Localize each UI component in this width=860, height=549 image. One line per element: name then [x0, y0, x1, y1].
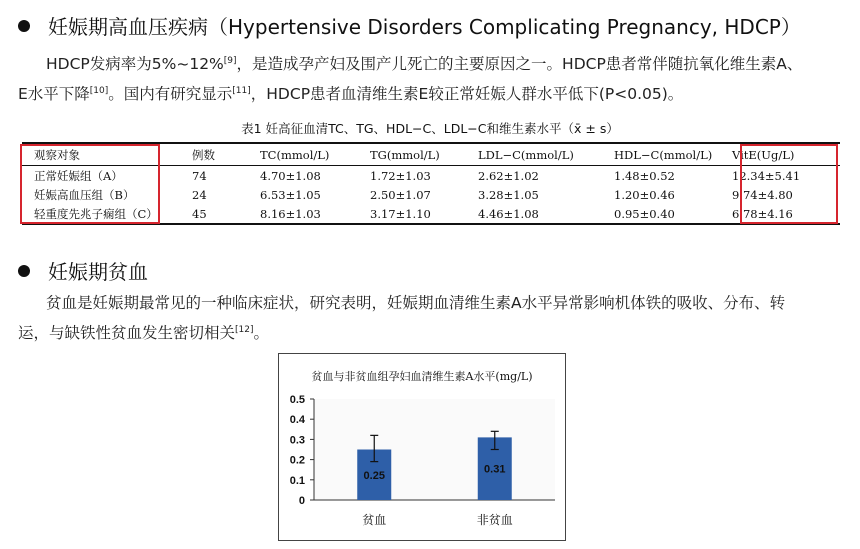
data-label: 0.31	[484, 463, 506, 476]
table-cell: 1.48±0.52	[614, 168, 675, 183]
bullet-icon	[18, 265, 30, 277]
y-tick-label: 0	[298, 495, 305, 507]
table-caption: 表1 妊高征血清TC、TG、HDL−C、LDL−C和维生素水平（x̄ ± s）	[241, 121, 619, 136]
table-cell: 2.50±1.07	[370, 187, 431, 202]
table-cell: 24	[192, 187, 207, 202]
table-cell: 74	[192, 168, 207, 183]
y-tick-label: 0.2	[289, 454, 305, 467]
table-cell: 1.20±0.46	[614, 187, 675, 202]
plot-area	[314, 399, 555, 500]
header-cell: TG(mmol/L)	[358, 143, 466, 166]
citation-ref: [9]	[223, 56, 237, 66]
citation-ref: [12]	[235, 325, 254, 335]
category-label: 非贫血	[476, 513, 513, 527]
paragraph-line	[18, 317, 854, 347]
data-table	[22, 142, 840, 225]
table-cell: 2.62±1.02	[478, 168, 539, 183]
table-cell: 4.46±1.08	[466, 204, 602, 224]
text-run: 。国内有研究显示	[108, 85, 233, 103]
chart-frame	[278, 353, 566, 541]
table-cell: 0.95±0.40	[602, 204, 720, 224]
text-run: ，HDCP患者血清维生素E较正常妊娠人群水平低下(P<0.05)。	[250, 85, 684, 103]
y-tick-label: 0.1	[289, 474, 305, 487]
table-cell: 妊娠高血压组（B）	[34, 187, 135, 202]
bullet-icon	[18, 20, 30, 32]
section-title: 妊娠期高血压疾病（Hypertensive Disorders Complicating Pregnancy, HDCP）	[48, 15, 801, 39]
table-row	[22, 185, 840, 204]
citation-ref: [11]	[232, 86, 251, 96]
text-run: HDCP发病率为5%~12%	[46, 55, 224, 73]
y-tick-label: 0.4	[289, 414, 305, 427]
section-title: 妊娠期贫血	[48, 260, 148, 284]
paragraph-line	[18, 78, 854, 108]
paragraph-line	[18, 48, 854, 78]
paragraph-anemia	[18, 290, 854, 347]
text-run: ，是造成孕产妇及围产儿死亡的主要原因之一。HDCP患者常伴随抗氧化维生素A、	[236, 55, 803, 73]
table-header-row	[22, 143, 840, 166]
table-cell: 8.16±1.03	[248, 204, 358, 224]
table-cell: 正常妊娠组（A）	[34, 168, 123, 183]
category-label: 贫血	[362, 513, 387, 527]
table-cell: 12.34±5.41	[732, 168, 801, 183]
table-cell: 9.74±4.80	[732, 187, 793, 202]
section-heading-hdcp	[18, 11, 801, 40]
text-run: 运，与缺铁性贫血发生密切相关	[18, 324, 236, 342]
table-cell: 6.78±4.16	[720, 204, 840, 224]
data-table-wrapper	[22, 142, 840, 225]
table-cell: 4.70±1.08	[260, 168, 321, 183]
text-run: 。	[253, 324, 270, 342]
table-cell: 45	[180, 204, 248, 224]
table-cell: 3.28±1.05	[478, 187, 539, 202]
y-tick-label: 0.5	[289, 394, 305, 406]
header-cell: VitE(Ug/L)	[720, 143, 840, 166]
header-cell: 观察对象	[22, 143, 180, 166]
header-cell: LDL−C(mmol/L)	[466, 143, 602, 166]
table-row	[22, 166, 840, 186]
header-cell: HDL−C(mmol/L)	[602, 143, 720, 166]
table-row	[22, 204, 840, 224]
paragraph-hdcp	[18, 48, 854, 108]
table-cell: 1.72±1.03	[370, 168, 431, 183]
chart-title: 贫血与非贫血组孕妇血清维生素A水平(mg/L)	[311, 370, 533, 383]
section-heading-anemia	[18, 256, 148, 285]
table-cell: 6.53±1.05	[260, 187, 321, 202]
text-run: E水平下降	[18, 85, 90, 103]
bar-chart	[279, 354, 565, 540]
citation-ref: [10]	[89, 86, 109, 96]
data-label: 0.25	[363, 469, 385, 482]
paragraph-line: 贫血是妊娠期最常见的一种临床症状，研究表明，妊娠期血清维生素A水平异常影响机体铁的吸收、分布、转	[46, 294, 786, 312]
table-cell: 轻重度先兆子痫组（C）	[22, 204, 180, 224]
header-cell: TC(mmol/L)	[248, 143, 358, 166]
y-tick-label: 0.3	[289, 434, 305, 447]
table-cell: 3.17±1.10	[358, 204, 466, 224]
header-cell: 例数	[180, 143, 248, 166]
